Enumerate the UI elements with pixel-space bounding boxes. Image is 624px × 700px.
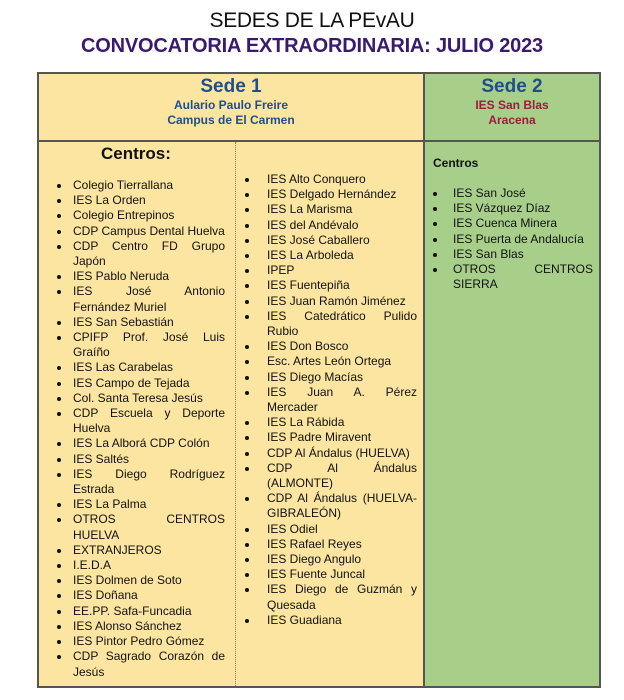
sedes-table (37, 72, 601, 688)
bullet-icon (245, 528, 249, 532)
centro-name: IES Pintor Pedro Gómez (73, 634, 205, 649)
centro-name: CDP Al Ándalus (HUELVA-GIBRALEÓN) (267, 491, 417, 521)
list-item (267, 248, 417, 263)
list-item (267, 613, 417, 628)
bullet-icon (57, 184, 61, 188)
centro-name: IES Pablo Neruda (73, 269, 170, 284)
list-item (73, 634, 225, 649)
bullet-icon (57, 245, 61, 249)
centro-name: EE.PP. Safa-Funcadia (73, 603, 192, 618)
list-item (73, 193, 225, 208)
sede1-centros-list-a (73, 178, 225, 680)
bullet-icon (433, 207, 437, 211)
bullet-icon (57, 321, 61, 325)
centro-name: IES Alto Conquero (267, 172, 366, 186)
sede2-place-line1: IES San Blas (475, 98, 549, 112)
centro-name: Colegio Tierrallana (73, 178, 174, 192)
centro-name: IES Juan A. Pérez Mercader (267, 384, 417, 415)
bullet-icon (57, 518, 61, 522)
list-item (73, 360, 225, 375)
centro-name: IES Diego Angulo (267, 552, 362, 567)
bullet-icon (433, 253, 437, 257)
document-title: SEDES DE LA PEvAU (209, 9, 415, 32)
centro-name: CDP Escuela y Deporte Huelva (73, 406, 225, 436)
centro-name: IES José Antonio Fernández Muriel (73, 284, 225, 314)
list-item (73, 619, 225, 634)
bullet-icon (433, 192, 437, 196)
bullet-icon (57, 473, 61, 477)
list-item (267, 461, 417, 491)
document-subtitle: CONVOCATORIA EXTRAORDINARIA: JULIO 2023 (81, 35, 543, 57)
bullet-icon (57, 397, 61, 401)
bullet-icon (57, 503, 61, 507)
list-item (73, 452, 225, 467)
centro-name: IES San José (453, 186, 526, 200)
bullet-icon (245, 208, 249, 212)
centro-name: IES Juan Ramón Jiménez (267, 293, 406, 308)
bullet-icon (57, 412, 61, 416)
list-item (73, 467, 225, 497)
list-item (267, 309, 417, 339)
centro-name: I.E.D.A (73, 558, 112, 573)
bullet-icon (245, 254, 249, 258)
list-item (267, 522, 417, 537)
list-item (73, 224, 225, 239)
centro-name: IES José Caballero (267, 232, 370, 247)
list-item (73, 573, 225, 588)
centro-name: IES La Rábida (267, 415, 345, 430)
sede2-place-line2: Aracena (488, 113, 536, 127)
sede1-column-a (39, 142, 236, 686)
list-item (267, 415, 417, 430)
sede1-place-line2: Campus de El Carmen (167, 113, 295, 127)
bullet-icon (57, 442, 61, 446)
centro-name: IES Rafael Reyes (267, 536, 362, 551)
centro-name: EXTRANJEROS (73, 542, 162, 557)
bullet-icon (433, 222, 437, 226)
centro-name: CDP Al Ándalus (HUELVA) (267, 445, 410, 460)
centro-name: IES Padre Miravent (267, 430, 372, 445)
centro-name: IES Puerta de Andalucía (453, 231, 584, 246)
centro-name: IES Dolmen de Soto (73, 573, 182, 588)
sede1-place-line1: Aulario Paulo Freire (173, 98, 289, 112)
centro-name: OTROS CENTROS HUELVA (73, 512, 225, 542)
centro-name: IES Guadiana (267, 612, 342, 627)
sede1-title: Sede 1 (200, 76, 262, 97)
list-item (73, 269, 225, 284)
bullet-icon (57, 625, 61, 629)
bullet-icon (57, 640, 61, 644)
list-item (267, 218, 417, 233)
bullet-icon (57, 594, 61, 598)
centro-name: IES Las Carabelas (73, 360, 174, 375)
bullet-icon (57, 199, 61, 203)
centro-name: OTROS CENTROS SIERRA (453, 262, 593, 292)
list-item (267, 172, 417, 187)
centro-name: CDP Al Ándalus (ALMONTE) (267, 460, 417, 491)
centro-name: IES Cuenca Minera (453, 216, 558, 231)
sede1-header (39, 74, 425, 142)
bullet-icon (245, 452, 249, 456)
sede1-column-b (235, 142, 423, 686)
sede2-centros-label: Centros (433, 156, 479, 170)
list-item (73, 376, 225, 391)
list-item (453, 201, 593, 216)
sede1-centros-list-b (267, 172, 417, 628)
bullet-icon (245, 284, 249, 288)
list-item (267, 385, 417, 415)
centro-name: Colegio Entrepinos (73, 208, 175, 223)
list-item (267, 339, 417, 354)
list-item (267, 278, 417, 293)
centro-name: Col. Santa Teresa Jesús (73, 390, 203, 405)
centro-name: CDP Centro FD Grupo Japón (73, 238, 225, 269)
list-item (453, 247, 593, 262)
bullet-icon (245, 376, 249, 380)
sede2-header (425, 74, 599, 142)
bullet-icon (57, 549, 61, 553)
centro-name: IES Fuente Juncal (267, 567, 366, 582)
list-item (267, 491, 417, 521)
centro-name: IES Diego Rodríguez Estrada (73, 466, 225, 497)
bullet-icon (245, 193, 249, 197)
list-item (73, 588, 225, 603)
bullet-icon (245, 588, 249, 592)
bullet-icon (433, 268, 437, 272)
bullet-icon (57, 655, 61, 659)
list-item (73, 239, 225, 269)
bullet-icon (245, 436, 249, 440)
list-item (453, 262, 593, 292)
bullet-icon (433, 238, 437, 242)
bullet-icon (57, 275, 61, 279)
list-item (267, 567, 417, 582)
bullet-icon (245, 467, 249, 471)
bullet-icon (245, 178, 249, 182)
centro-name: IES Delgado Hernández (267, 187, 397, 202)
list-item (267, 294, 417, 309)
bullet-icon (245, 421, 249, 425)
centro-name: IES Odiel (267, 521, 318, 536)
list-item (73, 315, 225, 330)
centro-name: IES La Orden (73, 193, 146, 208)
bullet-icon (57, 336, 61, 340)
bullet-icon (245, 315, 249, 319)
bullet-icon (245, 573, 249, 577)
centro-name: IES Diego Macías (267, 369, 364, 384)
list-item (73, 649, 225, 679)
list-item (267, 202, 417, 217)
list-item (267, 187, 417, 202)
centro-name: IES Campo de Tejada (73, 375, 190, 390)
bullet-icon (245, 224, 249, 228)
bullet-icon (57, 579, 61, 583)
centro-name: IES Doñana (73, 588, 138, 603)
list-item (453, 186, 593, 201)
centro-name: IPEP (267, 263, 295, 278)
list-item (73, 330, 225, 360)
centro-name: IES San Sebastián (73, 314, 174, 329)
list-item (73, 497, 225, 512)
list-item (267, 354, 417, 369)
list-item (73, 406, 225, 436)
sede2-title: Sede 2 (481, 76, 543, 97)
centro-name: IES Catedrático Pulido Rubio (267, 308, 417, 339)
bullet-icon (245, 300, 249, 304)
bullet-icon (57, 230, 61, 234)
list-item (453, 216, 593, 231)
centro-name: IES Alonso Sánchez (73, 618, 182, 633)
centro-name: IES La Palma (73, 497, 147, 512)
bullet-icon (245, 345, 249, 349)
list-item (73, 208, 225, 223)
list-item (73, 284, 225, 314)
list-item (267, 233, 417, 248)
sede2-body (425, 142, 599, 686)
sede2-centros-list (453, 186, 593, 292)
centro-name: CDP Campus Dental Huelva (73, 223, 225, 238)
centro-name: CDP Sagrado Corazón de Jesús (73, 649, 225, 679)
list-item (453, 232, 593, 247)
centro-name: IES Vázquez Díaz (453, 201, 551, 216)
centro-name: IES del Andévalo (267, 217, 359, 232)
bullet-icon (245, 239, 249, 243)
bullet-icon (57, 610, 61, 614)
centro-name: IES La Alborá CDP Colón (73, 436, 210, 451)
bullet-icon (245, 269, 249, 273)
list-item (73, 558, 225, 573)
bullet-icon (57, 214, 61, 218)
centro-name: IES La Arboleda (267, 248, 354, 263)
sede1-body (39, 142, 425, 686)
bullet-icon (57, 564, 61, 568)
list-item (267, 582, 417, 612)
list-item (73, 543, 225, 558)
sede1-centros-label: Centros: (101, 144, 171, 163)
bullet-icon (245, 543, 249, 547)
centro-name: Esc. Artes León Ortega (267, 354, 392, 369)
centro-name: IES La Marisma (267, 202, 353, 217)
list-item (267, 446, 417, 461)
list-item (267, 537, 417, 552)
centro-name: IES Saltés (73, 451, 130, 466)
bullet-icon (57, 382, 61, 386)
list-item (73, 512, 225, 542)
list-item (73, 178, 225, 193)
list-item (73, 604, 225, 619)
list-item (267, 430, 417, 445)
list-item (73, 436, 225, 451)
bullet-icon (245, 497, 249, 501)
bullet-icon (245, 360, 249, 364)
centro-name: IES Diego de Guzmán y Quesada (267, 582, 417, 612)
list-item (73, 391, 225, 406)
bullet-icon (57, 458, 61, 462)
bullet-icon (245, 619, 249, 623)
bullet-icon (57, 366, 61, 370)
bullet-icon (245, 391, 249, 395)
centro-name: IES Fuentepiña (267, 278, 350, 293)
list-item (267, 263, 417, 278)
centro-name: CPIFP Prof. José Luis Graíño (73, 330, 225, 360)
bullet-icon (57, 290, 61, 294)
bullet-icon (245, 558, 249, 562)
list-item (267, 552, 417, 567)
centro-name: IES San Blas (453, 246, 524, 261)
list-item (267, 370, 417, 385)
centro-name: IES Don Bosco (267, 339, 349, 354)
